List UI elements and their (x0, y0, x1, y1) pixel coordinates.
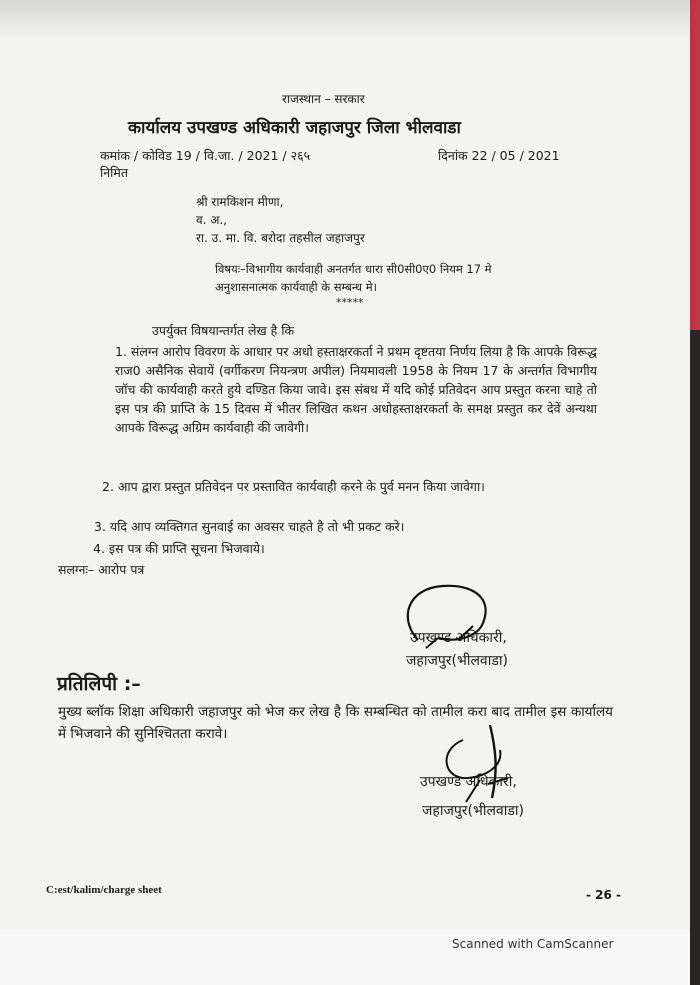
addressee-school: रा. उ. मा. वि. बरोदा तहसील जहाजपुर (196, 231, 365, 245)
addressee-designation: व. अ., (196, 213, 228, 227)
signature-1-place: जहाजपुर(भीलवाडा) (406, 653, 508, 669)
signature-2-place: जहाजपुर(भीलवाडा) (422, 803, 524, 819)
point-2: 2. आप द्वारा प्रस्तुत प्रतिवेदन पर प्रस्तावित कार्यवाही करने के पुर्व मनन किया जावेगा। (102, 479, 485, 494)
enclosure-note: सलग्नः– आरोप पत्र (58, 562, 145, 577)
subject-line-2: अनुशासनात्मक कार्यवाही के सम्बन्ध मे। (215, 280, 378, 294)
signature-2-title: उपखण्ड अधिकारी, (420, 774, 517, 790)
point-4: 4. इस पत्र की प्राप्ति सूचना भिजवाये। (93, 541, 265, 556)
file-path-footer: C:est/kalim/charge sheet (46, 884, 162, 896)
addressee-name: श्री रामकिशन मीणा, (196, 195, 284, 209)
signature-1-title: उपखण्ड अधिकारी, (410, 630, 507, 646)
copy-text: मुख्य ब्लॉक शिक्षा अधिकारी जहाजपुर को भेज कर लेख है कि सम्बन्धित को तामील करा बाद तामील इस कार्यालय में भिजवाने की सुनिश्चितता करावे। (58, 704, 613, 742)
copy-heading: प्रतिलिपी :– (57, 673, 141, 695)
separator-stars: ***** (336, 296, 364, 309)
government-header: राजस्थान – सरकार (282, 92, 365, 106)
page-shadow (0, 0, 690, 40)
point-1: 1. संलग्न आरोप विवरण के आधार पर अधो हस्ताक्षरकर्ता ने प्रथम दृष्टतया निर्णय लिया है कि आपके विरूद्ध राज0 असैनिक सेवायें (वर्गीकरण नियन्त्रण अपील) नियमावली 1958 के नियम 17 के अन्तर्गत विभागीय जॉच की कार्यवाही करते हुये दण्डित किया जावे। इस संबध में यदि कोई प्रतिवेदन आप प्रस्तुत करना चाहे तो इस पत्र की प्राप्ति के 15 दिवस में भीतर लिखित कथन अधोहस्ताक्षरकर्ता के समक्ष प्रस्तुत कर देवें अन्यथा आपके विरूद्ध अग्रिम कार्यवाही की जावेगी। (115, 344, 597, 435)
page-number: - 26 - (586, 888, 622, 902)
intro-text: उपर्युक्त विषयान्तर्गत लेख है कि (152, 323, 295, 338)
subject-line-1: विषयः–विभागीय कार्यवाही अनतर्गत धारा सी0सी0ए0 नियम 17 मे (215, 262, 492, 276)
camscanner-watermark: Scanned with CamScanner (452, 937, 614, 951)
point-3: 3. यदि आप व्यक्तिगत सुनवाई का अवसर चाहते है तो भी प्रकट करे। (94, 519, 405, 534)
office-title: कार्यालय उपखण्ड अधिकारी जहाजपुर जिला भीलवाडा (128, 118, 461, 138)
nimit-label: निमित (100, 165, 129, 180)
letter-date: दिनांक 22 / 05 / 2021 (438, 148, 560, 163)
reference-number: कमांक / कोविड 19 / वि.जा. / 2021 / २६५ (100, 148, 311, 163)
